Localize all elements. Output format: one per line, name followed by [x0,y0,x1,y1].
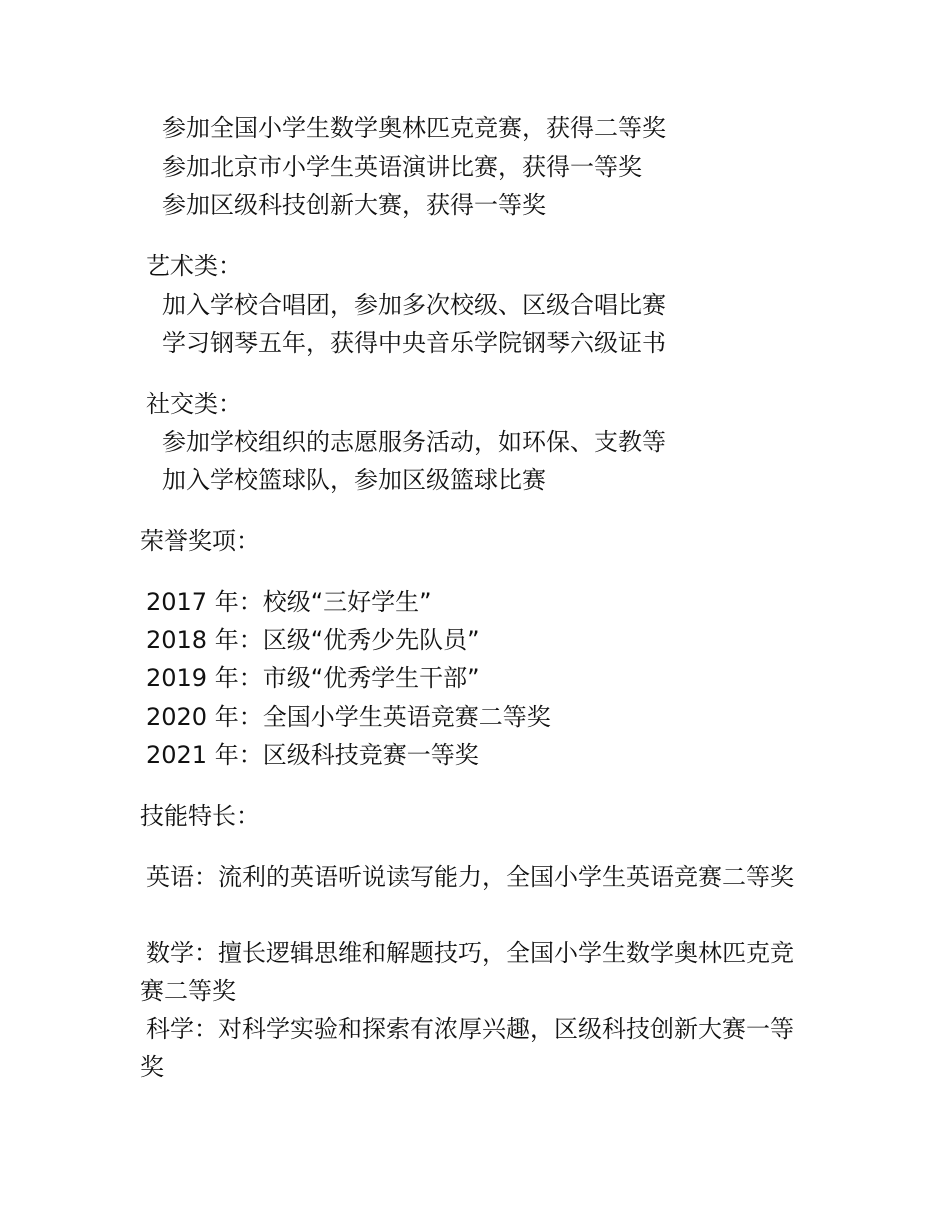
honor-item: 2019 年：市级“优秀学生干部” [146,664,480,692]
skills-heading: 技能特长： [140,802,260,830]
honor-item: 2018 年：区级“优秀少先队员” [146,626,480,654]
skill-item-math: 数学：擅长逻辑思维和解题技巧，全国小学生数学奥林匹克竞赛二等奖 [140,939,794,1005]
honor-item: 2017 年：校级“三好学生” [146,588,432,616]
arts-item: 学习钢琴五年，获得中央音乐学院钢琴六级证书 [162,329,666,357]
honor-item: 2020 年：全国小学生英语竞赛二等奖 [146,703,551,731]
skill-item-science: 科学：对科学实验和探索有浓厚兴趣，区级科技创新大赛一等奖 [140,1015,794,1081]
arts-item: 加入学校合唱团，参加多次校级、区级合唱比赛 [162,291,666,319]
competition-item: 参加区级科技创新大赛，获得一等奖 [162,191,546,219]
competition-item: 参加全国小学生数学奥林匹克竞赛，获得二等奖 [162,114,666,142]
honors-heading: 荣誉奖项： [140,527,260,555]
social-item: 参加学校组织的志愿服务活动，如环保、支教等 [162,428,666,456]
competition-item: 参加北京市小学生英语演讲比赛，获得一等奖 [162,153,642,181]
skill-item-english: 英语：流利的英语听说读写能力，全国小学生英语竞赛二等奖 [146,863,794,891]
social-category-label: 社交类： [146,390,242,418]
social-item: 加入学校篮球队，参加区级篮球比赛 [162,466,546,494]
arts-category-label: 艺术类： [146,252,242,280]
honor-item: 2021 年：区级科技竞赛一等奖 [146,741,479,769]
